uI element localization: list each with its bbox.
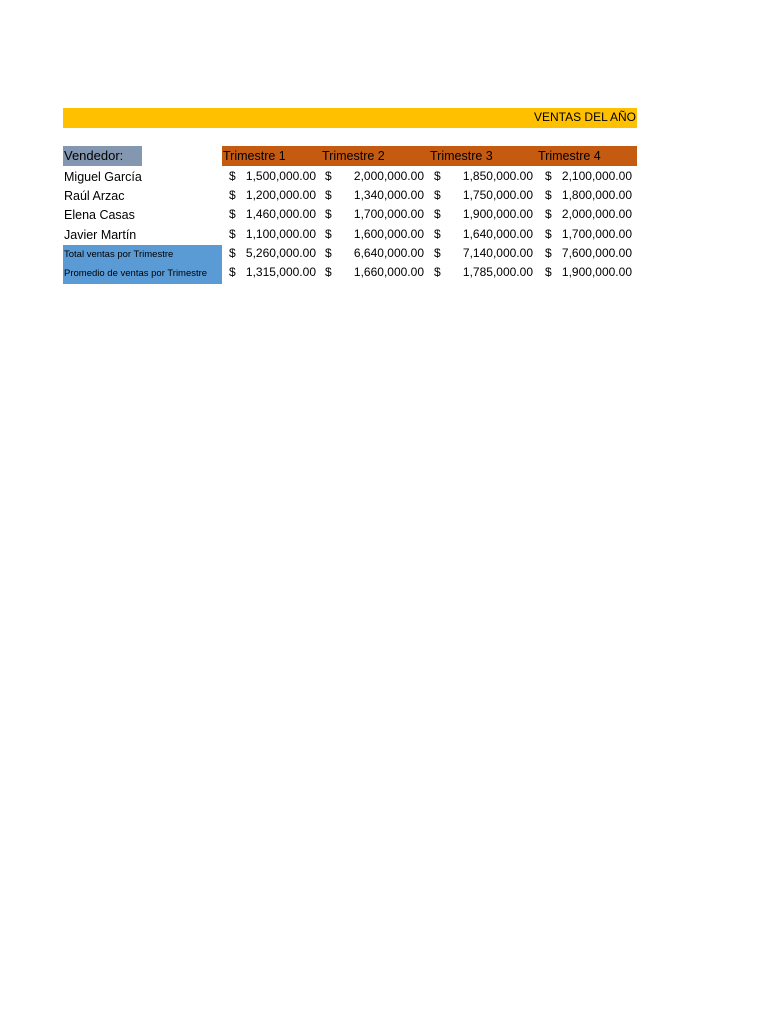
salesperson-name: Miguel García [64,170,142,184]
currency-symbol: $ [325,265,332,279]
currency-symbol: $ [325,169,332,183]
currency-symbol: $ [434,227,441,241]
amount-cell: 1,340,000.00 [353,188,424,202]
currency-symbol: $ [434,207,441,221]
currency-symbol: $ [325,188,332,202]
sheet-title: VENTAS DEL AÑO [533,110,636,124]
total-label: Total ventas por Trimestre [63,245,222,265]
amount-cell: 1,200,000.00 [245,188,316,202]
amount-cell: 6,640,000.00 [353,246,424,260]
currency-symbol: $ [434,169,441,183]
amount-cell: 1,900,000.00 [462,207,533,221]
amount-cell: 2,000,000.00 [353,169,424,183]
currency-symbol: $ [229,265,236,279]
currency-symbol: $ [434,246,441,260]
currency-symbol: $ [325,246,332,260]
salesperson-name: Elena Casas [64,208,135,222]
currency-symbol: $ [229,169,236,183]
amount-cell: 7,600,000.00 [561,246,632,260]
title-banner [63,108,637,128]
amount-cell: 1,315,000.00 [245,265,316,279]
currency-symbol: $ [229,227,236,241]
amount-cell: 1,785,000.00 [462,265,533,279]
currency-symbol: $ [545,207,552,221]
currency-symbol: $ [325,227,332,241]
currency-symbol: $ [545,246,552,260]
currency-symbol: $ [434,265,441,279]
currency-symbol: $ [545,227,552,241]
amount-cell: 1,850,000.00 [462,169,533,183]
quarter-header-bar [222,146,637,166]
quarter-header-4: Trimestre 4 [538,149,601,163]
amount-cell: 1,640,000.00 [462,227,533,241]
quarter-header-2: Trimestre 2 [322,149,385,163]
amount-cell: 1,800,000.00 [561,188,632,202]
currency-symbol: $ [229,246,236,260]
currency-symbol: $ [229,207,236,221]
amount-cell: 1,750,000.00 [462,188,533,202]
average-label: Promedio de ventas por Trimestre [63,264,222,284]
quarter-header-1: Trimestre 1 [223,149,286,163]
amount-cell: 1,100,000.00 [245,227,316,241]
currency-symbol: $ [545,169,552,183]
amount-cell: 1,660,000.00 [353,265,424,279]
salesperson-name: Raúl Arzac [64,189,125,203]
amount-cell: 1,500,000.00 [245,169,316,183]
quarter-header-3: Trimestre 3 [430,149,493,163]
vendedor-header: Vendedor: [63,146,142,166]
amount-cell: 1,700,000.00 [353,207,424,221]
currency-symbol: $ [325,207,332,221]
amount-cell: 1,700,000.00 [561,227,632,241]
amount-cell: 2,100,000.00 [561,169,632,183]
currency-symbol: $ [545,188,552,202]
amount-cell: 7,140,000.00 [462,246,533,260]
currency-symbol: $ [229,188,236,202]
amount-cell: 1,600,000.00 [353,227,424,241]
amount-cell: 1,460,000.00 [245,207,316,221]
amount-cell: 2,000,000.00 [561,207,632,221]
amount-cell: 1,900,000.00 [561,265,632,279]
currency-symbol: $ [545,265,552,279]
salesperson-name: Javier Martín [64,228,137,242]
amount-cell: 5,260,000.00 [245,246,316,260]
currency-symbol: $ [434,188,441,202]
